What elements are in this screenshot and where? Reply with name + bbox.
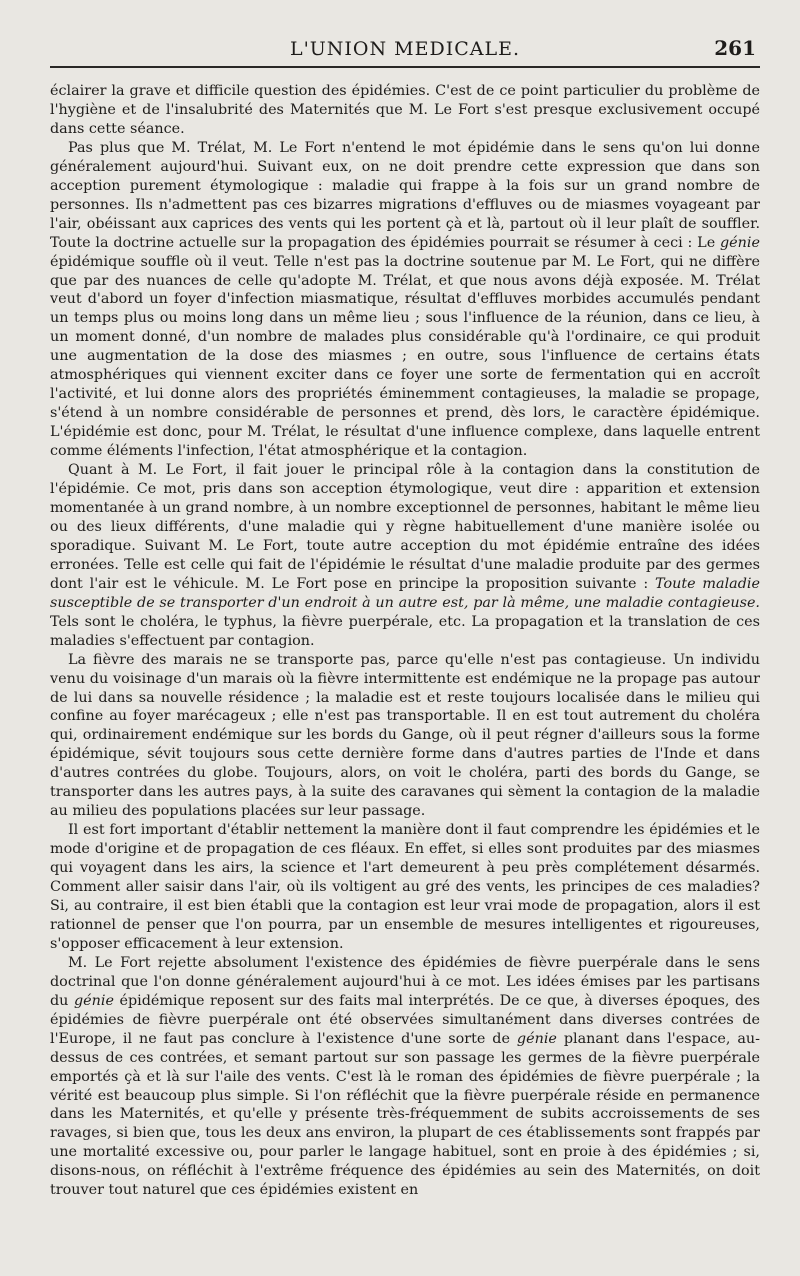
text-run: planant dans l'espace, au-dessus de ces contrées, et semant partout sur son passage les germes de la fièvre puerpérale emportés çà et là sur l'aile des vents. C'est là le roman des épidémies de fièvre puerpérale ; la vérité est beaucoup plus simple. Si l'on réfléchit que la fièvre puerpérale réside en permanence dans les Maternités, et qu'elle y présente très-fréquemment de subits accroissements de ses ravages, si bien que, tous les deux ans environ, la plupart de ces établissements sont frappés par une mortalité excessive ou, pour parler le langage habituel, sont en proie à des épidémies ; si, disons-nous, on réfléchit à l'extrême fréquence des épidémies au sein des Maternités, on doit trouver tout naturel que ces épidémies existent en — [50, 1030, 760, 1199]
paragraph — [50, 82, 760, 139]
paragraph — [50, 139, 760, 461]
text-run: éclairer la grave et difficile question des épidémies. C'est de ce point particulier du problème de l'hygiène et de l'insalubrité des Maternités que M. Le Fort s'est presque exclusivement occupé dans cette séance. — [50, 83, 760, 137]
text-run: Pas plus que M. Trélat, M. Le Fort n'entend le mot épidémie dans le sens qu'on lui donne généralement aujourd'hui. Suivant eux, on ne doit prendre cette expression que dans son acception purement étymologique : maladie qui frappe à la fois sur un grand nombre de personnes. Ils n'admettent pas ces bizarres migrations d'effluves ou de miasmes voyageant par l'air, obéissant aux caprices des vents qui les portent çà et là, partout où il leur plaît de souffler. Toute la doctrine actuelle sur la propagation des épidémies pourrait se résumer à ceci : Le — [50, 139, 760, 251]
text-run: Il est fort important d'établir nettement la manière dont il faut comprendre les épidémies et le mode d'origine et de propagation de ces fléaux. En effet, si elles sont produites par des miasmes qui voyagent dans les airs, la science et l'art demeurent à peu près complétement désarmés. Comment aller saisir dans l'air, où ils voltigent au gré des vents, les principes de ces maladies? Si, au contraire, il est bien établi que la contagion est leur vrai mode de propagation, alors il est rationnel de penser que l'on pourra, par un ensemble de mesures intelligentes et rigoureuses, s'opposer efficacement à leur extension. — [50, 822, 760, 952]
running-title: L'UNION MEDICALE. — [289, 38, 521, 60]
body-text — [50, 82, 760, 1200]
text-run: Tels sont le choléra, le typhus, la fièvre puerpérale, etc. La propagation et la translation de ces maladies s'effectuent par contagion. — [50, 613, 760, 649]
italic-text: génie — [73, 992, 114, 1009]
text-run: épidémique souffle où il veut. Telle n'est pas la doctrine soutenue par M. Le Fort, qui ne diffère que par des nuances de celle qu'adopte M. Trélat, et que nous avons déjà exposée. M. Trélat veut d'abord un foyer d'infection miasmatique, résultat d'effluves morbides accumulés pendant un temps plus ou moins long dans un même lieu ; sous l'influence de la réunion, dans ce lieu, à un moment donné, d'un nombre de malades plus considérable qu'à l'ordinaire, ce qui produit une augmentation de la dose des miasmes ; en outre, sous l'influence de certains états atmosphériques qui viennent exciter dans ce foyer une sorte de fermentation qui en accroît l'activité, et lui donne alors des propriétés éminemment contagieuses, la maladie se propage, s'étend à un nombre considérable de personnes et prend, dès lors, le caractère épidémique. L'épidémie est donc, pour M. Trélat, le résultat d'une influence complexe, dans laquelle entrent comme éléments l'infection, l'état atmosphérique et la contagion. — [50, 253, 760, 460]
paragraph — [50, 651, 760, 822]
italic-text: génie — [516, 1030, 557, 1047]
paragraph — [50, 954, 760, 1200]
italic-text: Toute maladie susceptible de se transporter d'un endroit à un autre est, par là même, une maladie contagieuse. — [50, 575, 760, 611]
paragraph — [50, 461, 760, 651]
italic-text: génie — [720, 234, 760, 251]
text-run: épidémique reposent sur des faits mal interprétés. De ce que, à diverses époques, des épidémies de fièvre puerpérale ont été observées simultanément dans diverses contrées de l'Europe, il ne faut pas conclure à l'existence d'une sorte de — [50, 992, 760, 1047]
text-run: M. Le Fort rejette absolument l'existence des épidémies de fièvre puerpérale dans le sens doctrinal que l'on donne généralement aujourd'hui à ce mot. Les idées émises par les partisans du — [50, 954, 760, 1009]
paragraph — [50, 821, 760, 954]
page-header — [50, 36, 760, 68]
text-run: Quant à M. Le Fort, il fait jouer le principal rôle à la contagion dans la constitution de l'épidémie. Ce mot, pris dans son acception étymologique, veut dire : apparition et extension momentanée à un grand nombre, à un nombre exceptionnel de personnes, habitant le même lieu ou des lieux différents, d'une maladie qui y règne habituellement d'une manière isolée ou sporadique. Suivant M. Le Fort, toute autre acception du mot épidémie entraîne des idées erronées. Telle est celle qui fait de l'épidémie le résultat d'une maladie produite par des germes dont l'air est le véhicule. M. Le Fort pose en principe la proposition suivante : — [50, 462, 760, 592]
text-run: La fièvre des marais ne se transporte pas, parce qu'elle n'est pas contagieuse. Un individu venu du voisinage d'un marais où la fièvre intermittente est endémique ne la propage pas autour de lui dans sa nouvelle résidence ; la maladie est et reste toujours localisée dans le milieu qui confine au foyer marécageux ; elle n'est pas transportable. Il en est tout autrement du choléra qui, ordinairement endémique sur les bords du Gange, où il peut régner d'ailleurs sous la forme épidémique, sévit toujours sous cette dernière forme dans d'autres parties de l'Inde et dans d'autres contrées du globe. Toujours, alors, on voit le choléra, parti des bords du Gange, se transporter dans les autres pays, à la suite des caravanes qui sèment la contagion de la maladie au milieu des populations placées sur leur passage. — [50, 651, 760, 820]
page-number: 261 — [714, 36, 756, 60]
